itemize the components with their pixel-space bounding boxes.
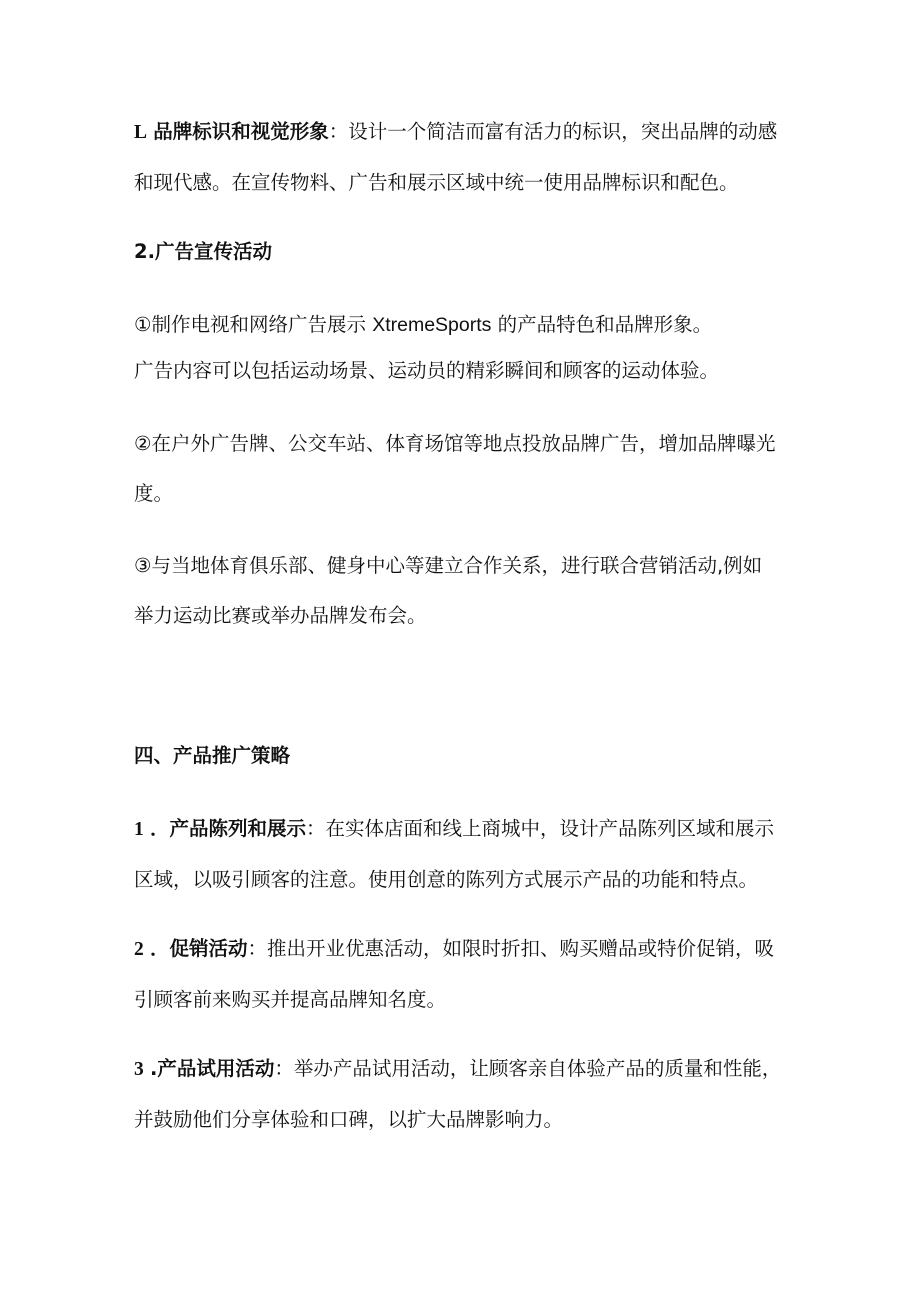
ad-item-3 xyxy=(134,554,814,628)
item-number: 2 xyxy=(134,939,144,960)
ad-item-1-prefix: ①制作电视和网络广告展示 xyxy=(134,313,366,336)
brand-identity-text-1: 设计一个简洁而富有活力的标识，突出品牌的动感 xyxy=(348,120,778,143)
colon: ： xyxy=(274,1057,294,1080)
promotion-item-2-line-1 xyxy=(134,937,814,962)
brand-name: XtremeSports xyxy=(372,314,492,336)
ad-item-1-suffix: 的产品特色和品牌形象。 xyxy=(497,313,713,336)
colon: ： xyxy=(328,120,349,143)
promotion-item-3-text-2: 并鼓励他们分享体验和口碑，以扩大品牌影响力。 xyxy=(134,1108,564,1131)
promotion-item-1-text-1: 在实体店面和线上商城中，设计产品陈列区域和展示 xyxy=(325,817,774,840)
ad-item-2-line-2: 度。 xyxy=(134,482,174,505)
list-marker: L xyxy=(134,122,148,143)
promotion-item-1 xyxy=(134,817,814,892)
colon: ： xyxy=(305,817,326,840)
promotion-item-2-title: ．促销活动 xyxy=(149,937,248,960)
ad-section-heading: 2.广告宣传活动 xyxy=(134,240,272,263)
promotion-heading: 四、产品推广策略 xyxy=(134,744,291,767)
ad-item-2 xyxy=(134,432,814,506)
promotion-item-3-line-1 xyxy=(134,1057,814,1082)
ad-item-1 xyxy=(134,313,814,383)
ad-item-1-line-2: 广告内容可以包括运动场景、运动员的精彩瞬间和顾客的运动体验。 xyxy=(134,359,720,382)
promotion-item-3-text-1: 举办产品试用活动，让顾客亲自体验产品的质量和性能， xyxy=(293,1057,782,1080)
item-number: 1 xyxy=(134,819,144,840)
promotion-item-2-text-2: 引顾客前来购买并提高品牌知名度。 xyxy=(134,988,447,1011)
item-number: 3 xyxy=(134,1059,144,1080)
brand-identity-paragraph xyxy=(134,120,814,195)
promotion-item-3 xyxy=(134,1057,814,1132)
promotion-heading-block xyxy=(134,744,814,768)
promotion-item-1-title: ．产品陈列和展示 xyxy=(149,817,306,840)
promotion-item-1-line-1 xyxy=(134,817,814,842)
ad-item-3-line-1: ③与当地体育俱乐部、健身中心等建立合作关系，进行联合营销活动,例如 xyxy=(134,554,763,577)
promotion-item-1-text-2: 区域，以吸引顾客的注意。使用创意的陈列方式展示产品的功能和特点。 xyxy=(134,868,759,891)
promotion-item-2-text-1: 推出开业优惠活动，如限时折扣、购买赠品或特价促销，吸 xyxy=(266,937,774,960)
promotion-item-2 xyxy=(134,937,814,1012)
colon: ： xyxy=(247,937,267,960)
brand-identity-line-1 xyxy=(134,120,814,145)
ad-section-heading-block xyxy=(134,240,814,264)
brand-identity-title: 品牌标识和视觉形象 xyxy=(153,120,329,143)
ad-item-3-line-2: 举力运动比赛或举办品牌发布会。 xyxy=(134,604,427,627)
ad-item-1-line-1 xyxy=(134,313,814,337)
promotion-item-3-title: .产品试用活动 xyxy=(149,1057,275,1080)
brand-identity-text-2: 和现代感。在宣传物料、广告和展示区域中统一使用品牌标识和配色。 xyxy=(134,171,739,194)
ad-item-2-line-1: ②在户外广告牌、公交车站、体育场馆等地点投放品牌广告，增加品牌曝光 xyxy=(134,432,776,455)
